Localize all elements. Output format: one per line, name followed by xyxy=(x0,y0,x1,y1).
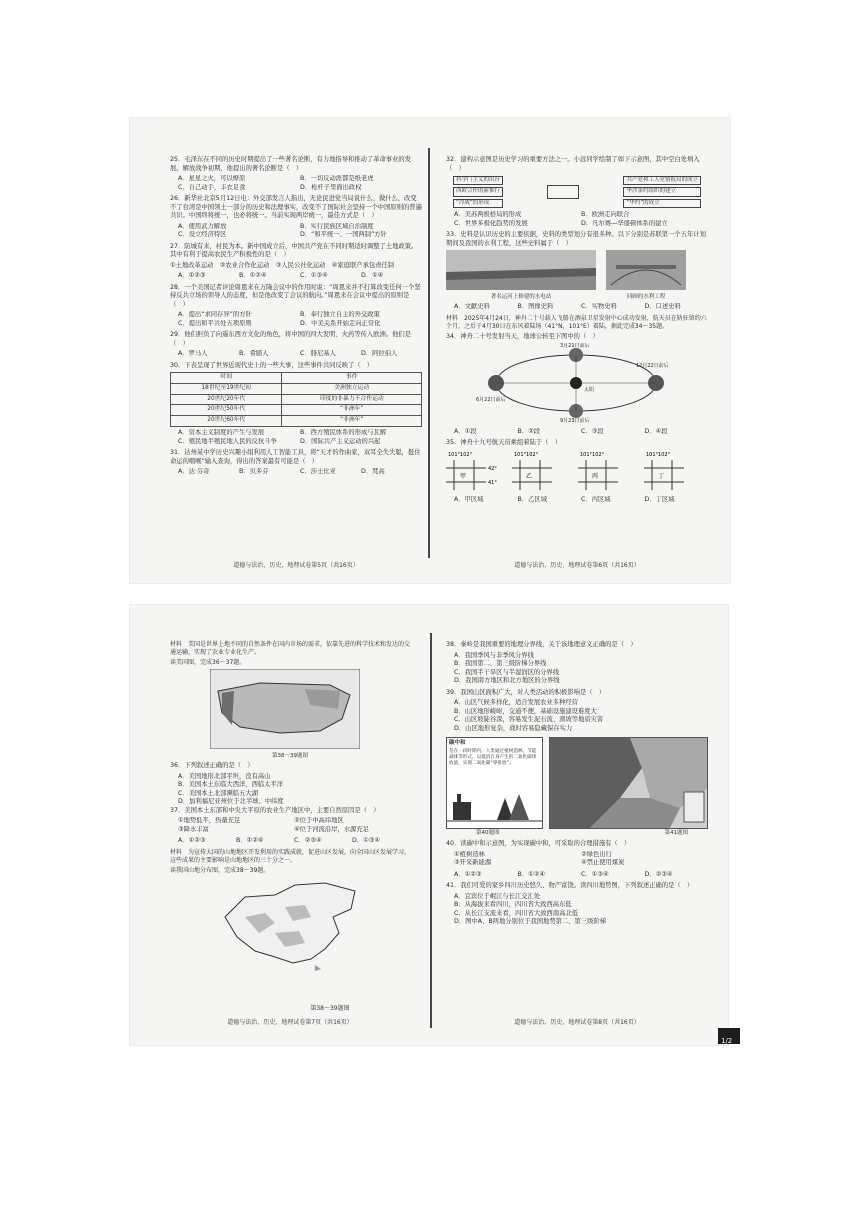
figure-caption: 第41题图 xyxy=(664,830,688,836)
question-stem: 35．神舟十九号航天员乘组着陆于（ ） xyxy=(446,439,562,447)
page-footer: 道德与法治、历史、地理试卷第8页（共16页） xyxy=(514,1019,640,1026)
option-b: B．从海拔来看四川，四川省大致西高东低 xyxy=(454,901,572,909)
option-b: B．贝多芬 xyxy=(239,468,269,476)
table-cell: 20世纪60年代 xyxy=(171,416,282,427)
sub-item: ④位于河流沿岸，水源充足 xyxy=(294,825,369,833)
question-stem: 30．下表呈现了世界近现代史上的一些大事，这些事件共同反映了（ ） xyxy=(170,361,374,369)
option-a: A．提出“求同存异”的方针 xyxy=(178,311,252,318)
option-c: C．莎士比亚 xyxy=(300,468,336,476)
exam-sheet-top xyxy=(130,118,730,583)
option-a: A．甲区域 xyxy=(454,496,484,504)
question-36 xyxy=(170,762,410,807)
question-stem: 26．新华社北京5月12日电：外交部发言人指出，无论民进党当局说什么、做什么，改变不了台湾是中国领土一部分的历史和法理事实，改变不了国际社会坚持一个中国原则的普遍共识。中国终将统一，也必将统一。当前实现两岸统一，最佳方式是（ ） xyxy=(170,195,422,219)
option-a: A．使用武力解放 xyxy=(178,222,227,230)
grid-label: 丁 xyxy=(658,472,665,480)
exam-sheet-bottom xyxy=(130,605,728,1045)
option-d: D．梵高 xyxy=(361,468,385,476)
table-header-cell: 事件 xyxy=(282,373,422,384)
question-stem: 38．秦岭是我国重要的地理分界线，关于该地理意义正确的是（ ） xyxy=(446,641,637,648)
question-stem: 25．毛泽东在不同的历史时期提出了一些著名论断，有力地指导和推动了革命事业的发展。解放战争初期，他提出的著名论断是（ ） xyxy=(170,156,411,172)
option-d: D．中美关系开始走向正常化 xyxy=(300,319,381,327)
option-b: B．实行民族区域自治制度 xyxy=(300,222,374,230)
orbit-label: 9月23日前后 xyxy=(560,418,590,424)
grid-label: 101°102° xyxy=(646,451,671,458)
page-footer: 道德与法治、历史、地理试卷第5页（共16页） xyxy=(233,562,359,569)
option-a: A．美国地形北部平坦，没有高山 xyxy=(178,772,271,780)
latlon-grids xyxy=(446,450,706,492)
diagram-box: 西欧合作的新推行 xyxy=(453,187,503,196)
grid-label: 101°102° xyxy=(580,451,605,458)
option-a: A．宜宾位于岷江与长江交汇处 xyxy=(454,892,541,900)
question-stem: 40．读碳中和示意图，为实现碳中和，可采取的合理措施有（ ） xyxy=(446,840,631,848)
table-cell: 20世纪20年代 xyxy=(171,394,282,405)
option-b: B．②段 xyxy=(517,427,541,435)
option-c: C．设立经济特区 xyxy=(178,231,227,238)
option-a: A．达·芬奇 xyxy=(178,468,210,476)
option-d: D．枪杆子里面出政权 xyxy=(300,183,362,191)
table-cell: 印度的非暴力不合作运动 xyxy=(282,394,422,405)
option-a: A．文献史料 xyxy=(454,303,490,311)
question-35 xyxy=(446,439,708,505)
figures-40-41 xyxy=(446,737,708,829)
option-c: C．世界多极化趋势的发展 xyxy=(454,219,528,227)
question-25 xyxy=(170,156,422,192)
option-a: A．①②③ xyxy=(178,837,206,845)
table-cell: “非洲年” xyxy=(282,405,422,416)
table-row xyxy=(171,383,422,394)
option-b: B．美国本土东临大西洋，西临太平洋 xyxy=(178,781,284,789)
option-b: B．乙区域 xyxy=(517,496,548,504)
table-cell: “非洲年” xyxy=(282,416,422,427)
sub-item: ②绿色出行 xyxy=(581,850,612,858)
table-header-cell: 时间 xyxy=(171,373,282,384)
option-a: A．①②③ xyxy=(178,272,206,279)
option-a: A．美苏两极格局的形成 xyxy=(454,211,522,219)
grid-label: 101°102° xyxy=(448,451,473,458)
option-c: C．①③④ xyxy=(300,272,328,279)
question-38 xyxy=(446,641,708,686)
diagram-box: 华沙条约组织的建立 xyxy=(623,187,701,196)
page-footer: 道德与法治、历史、地理试卷第7页（共16页） xyxy=(227,1019,353,1026)
option-d: D．①③④ xyxy=(352,837,381,845)
events-table xyxy=(170,372,422,427)
earth-orbit-diagram xyxy=(476,343,676,423)
diagram-box: 科学门主义的出台 xyxy=(453,176,503,185)
option-b: B．山区地形崎岖，交通不便，基础设施建设难度大 xyxy=(454,707,597,715)
option-d: D．②③④ xyxy=(644,870,673,878)
option-b: B．我国第二、第三级阶梯分界线 xyxy=(454,660,547,667)
option-b: B．①②④ xyxy=(236,837,264,845)
option-d: D．“和平统一、一国两制”方针 xyxy=(300,231,387,238)
table-cell: 18世纪至19世纪初 xyxy=(171,383,282,394)
diagram-box: “华约”的成立 xyxy=(623,199,701,208)
orbit-label: 3月21日前后 xyxy=(560,343,590,350)
option-d: D．口述史料 xyxy=(644,303,681,311)
sub-item: ②位于中高纬地区 xyxy=(294,817,344,825)
sub-item: ③开采新能源 xyxy=(454,859,492,867)
option-c: C．自己动手，丰衣足食 xyxy=(178,183,246,191)
map-caption: 第38～39题图 xyxy=(272,752,308,759)
option-d: D．阿拉伯人 xyxy=(361,350,398,357)
table-cell: 20世纪50年代 xyxy=(171,405,282,416)
material-36-instruction: 读美国图，完成36～37题。 xyxy=(170,659,246,667)
question-stem: 32．建构示意图是历史学习的重要方法之一。小远同学绘制了如下示意图，其中空白处填入（ ） xyxy=(446,156,700,172)
material-38: 材料 为宣传大国的山地地区开发利用的实践成就，促进山区发展，向全国山区发展学习，这些成果的主要影响是山地地区的三十分之一。 xyxy=(170,848,411,864)
table-header xyxy=(171,373,422,384)
option-a: A．罗马人 xyxy=(178,350,208,357)
question-stem: 28．一个美国记者评论周恩来在万隆会议中的作用时说：“周恩来并不打算改变任何一个坚持反共立场的领导人的态度，但是他改变了会议的航向。”周恩来在会议中提出的原则是（ ） xyxy=(170,283,421,308)
corner-mark-text: 1/2 xyxy=(721,1037,733,1045)
diagram-box: “冷战”的形成 xyxy=(453,199,503,208)
question-26 xyxy=(170,195,422,240)
option-d: D．图中A、B两地分别位于我国地势第二、第三级阶梯 xyxy=(454,918,607,926)
grid-label: 42° xyxy=(488,465,497,472)
sub-item: ①植树造林 xyxy=(454,850,485,858)
option-b: B．奉行独立自主的外交政策 xyxy=(300,311,380,318)
option-b: B．希腊人 xyxy=(239,350,269,357)
photo-caption: 著名运河上修建的水电站 xyxy=(490,293,552,300)
option-d: D．④段 xyxy=(644,427,668,435)
question-28 xyxy=(170,284,422,329)
material-36: 材料 美国是世界上地不同的自然条件在国内市场的需求，依靠先进的科学技术和发达的交通运输，实现了农业专业化生产。 xyxy=(170,641,411,657)
orbit-label: 6月22日前后 xyxy=(476,397,506,404)
carbon-neutral-figure xyxy=(446,737,543,829)
option-c: C．从长江支流来看，四川省大致西南高北低 xyxy=(454,909,579,917)
page-divider xyxy=(430,633,432,1028)
map-caption: 第38～39题图 xyxy=(310,1005,350,1012)
option-a: A．①段 xyxy=(454,427,477,435)
option-d: D．国际共产主义运动的兴起 xyxy=(300,437,381,445)
page-6 xyxy=(446,156,708,508)
table-cell: 美洲独立运动 xyxy=(282,383,422,394)
sub-item: ①地势低平，热量充足 xyxy=(178,817,241,825)
page-8 xyxy=(446,641,708,927)
question-30 xyxy=(170,362,422,447)
option-c: C．提出和平共处五项原则 xyxy=(178,319,252,327)
question-stem: 29．他们担负了向遥东西方文化的角色，将中国的四大发明、火药等传入欧洲。他们是（ ） xyxy=(170,331,411,347)
option-a: A．星星之火，可以燎原 xyxy=(178,175,246,182)
question-stem: 39．我国山区面积广大，对人类活动的积极影响是（ ） xyxy=(446,688,606,696)
sub-item: ④禁止使用煤炭 xyxy=(581,859,625,867)
question-34 xyxy=(446,333,708,437)
question-33 xyxy=(446,231,708,311)
option-b: B．欧洲走向联合 xyxy=(581,211,630,219)
question-41 xyxy=(446,882,708,927)
page-footer: 道德与法治、历史、地理试卷第6页（共16页） xyxy=(514,562,640,569)
table-row xyxy=(171,394,422,405)
question-40 xyxy=(446,840,708,879)
option-b: B．①②④ xyxy=(517,870,546,878)
usa-map xyxy=(210,669,360,749)
factory-forest-icon xyxy=(447,788,542,828)
option-c: C．②③④ xyxy=(294,837,322,845)
option-c: C．实物史料 xyxy=(581,303,617,311)
diagram-box: 共产党和工人党情报局的成立 xyxy=(623,176,701,185)
orbit-label: 12月22日前后 xyxy=(636,363,669,370)
option-c: C．丙区域 xyxy=(581,496,611,504)
question-31 xyxy=(170,449,422,477)
question-stem: 41．我们可爱的家乡四川历史悠久、物产富饶。读四川地势图，下列叙述正确的是（ ） xyxy=(446,882,694,890)
option-a: A．山区气候多样化，适合发展农业多种经营 xyxy=(454,699,578,706)
blank-box xyxy=(547,185,579,199)
question-32 xyxy=(446,156,708,228)
option-d: D．我国南方地区和北方地区的分界线 xyxy=(454,677,560,684)
material-34: 材料 2025年4月24日，神舟二十号载人飞船在酒泉卫星发射中心成功发射，航天员在轨驻留约六个月，之后于4月30日在东风着陆场（41°N，101°E）着陆，据此完成34～35题。 xyxy=(446,314,707,330)
option-b: B．①②④ xyxy=(239,272,267,279)
grid-label: 丙 xyxy=(592,472,599,480)
option-a: A．资本主义制度的产生与发展 xyxy=(178,429,265,437)
option-b: B．图像史料 xyxy=(517,303,554,311)
question-stem: 34．神舟二十号发射当天，地球公转至下图中的（ ） xyxy=(446,332,599,340)
figure-text: 是在一段时期内，人类通过植树造林、节能减排等形式，以抵消自身产生的二氧化碳排放量，实现二氧化碳“零排放”。 xyxy=(449,749,537,766)
question-37 xyxy=(170,807,410,846)
china-map xyxy=(215,877,365,972)
option-d: D．加利福尼亚州位于北半球、中纬度 xyxy=(178,798,284,806)
grid-label: 41° xyxy=(488,479,497,486)
photo-caption: 回顾的水利工程 xyxy=(626,293,666,300)
option-a: A．我国季风与非季风分界线 xyxy=(454,651,534,659)
option-d: D．①④ xyxy=(361,272,384,279)
option-d: D．丁区域 xyxy=(644,496,675,504)
question-sub: ①土地改革运动 ②农业合作化运动 ③人民公社化运动 ④家庭联产承包责任制 xyxy=(170,261,395,269)
question-stem: 33．史料是认识历史的主要依据，史料的类型划分有很多种。以下分别是苏联第一个五年计划期间及我国的水利工程，这些史料属于（ ） xyxy=(446,231,706,247)
grid-label: 乙 xyxy=(526,472,533,480)
question-29 xyxy=(170,331,422,359)
question-27 xyxy=(170,243,422,281)
sub-item: ③降水丰富 xyxy=(178,825,209,833)
grid-label: 101°102° xyxy=(514,451,539,458)
question-stem: 37．美国本土东部和中央大平原的农业生产地区中，主要自然原因是（ ） xyxy=(170,806,380,814)
question-39 xyxy=(446,689,708,734)
option-d: D．山区地形复杂，战时容易隐藏保存实力 xyxy=(454,724,573,732)
orbit-label: 太阳 xyxy=(584,387,595,394)
option-d: D．凡尔赛—华盛顿体系的建立 xyxy=(581,219,668,227)
table-row xyxy=(171,416,422,427)
option-c: C．①③④ xyxy=(581,870,609,878)
sichuan-terrain-map xyxy=(549,737,708,829)
page-7 xyxy=(170,641,410,975)
option-c: C．我国半干旱区与半湿润区的分界线 xyxy=(454,668,560,676)
option-c: C．腓尼基人 xyxy=(300,350,336,357)
page-5 xyxy=(170,156,422,480)
table-row xyxy=(171,405,422,416)
option-c: C．美国本土北部濒临五大湖 xyxy=(178,789,258,797)
waterworks-photo xyxy=(606,250,686,290)
option-a: A．①②③ xyxy=(454,870,482,878)
question-stem: 31．达州某中学历史兴趣小组利用人工智能工具，将“天才的作曲家，双耳全失失聪，挺住命运的咽喉”输入查询，得出的答案最有可能是（ ） xyxy=(170,449,421,465)
option-c: C．③段 xyxy=(581,427,604,435)
dam-photo xyxy=(446,250,596,290)
question-stem: 27．防城有来，村民为本。新中国成立后，中国共产党在不同时期适时调整了土地政策。其中有利于提高农民生产积极性的是（ ） xyxy=(170,242,418,258)
grid-label: 甲 xyxy=(460,472,467,480)
option-c: C．殖民地半殖民地人民的反抗斗争 xyxy=(178,437,277,445)
scan-edge-mark xyxy=(718,1028,740,1044)
page-divider xyxy=(428,148,430,558)
figure-caption: 第40题图 xyxy=(476,830,500,836)
figure-title: 碳中和 xyxy=(449,740,466,746)
option-b: B．一切反动派都是纸老虎 xyxy=(300,175,374,182)
question-stem: 36．下列叙述正确的是（ ） xyxy=(170,762,254,770)
material-38-instruction: 读我国山地分布图，完成38～39题。 xyxy=(170,866,270,874)
option-b: B．西方殖民体系的形成与瓦解 xyxy=(300,429,387,437)
option-c: C．山区坡陡谷深，容易发生泥石流、滑坡等地质灾害 xyxy=(454,716,604,723)
